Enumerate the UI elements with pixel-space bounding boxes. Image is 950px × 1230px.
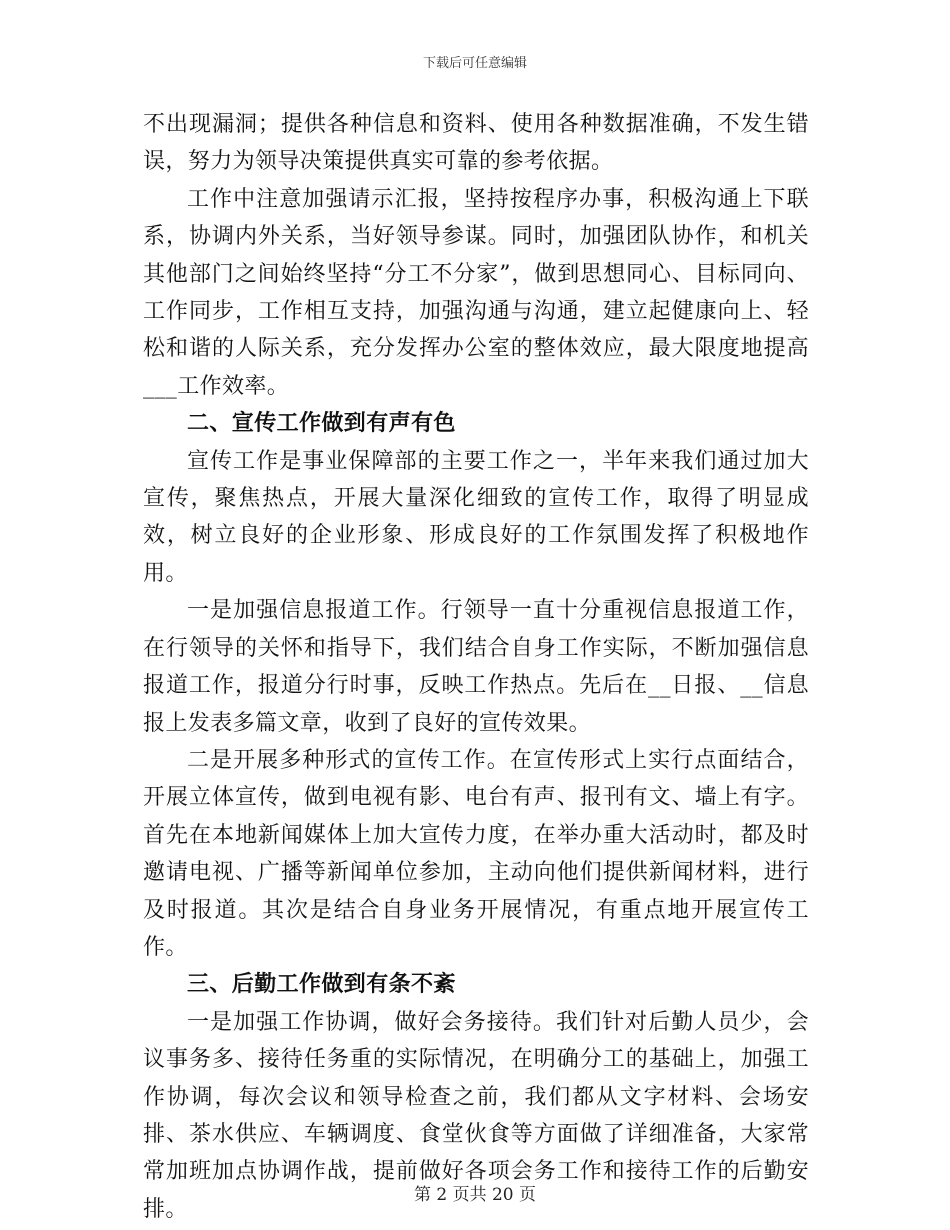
page-header: 下载后可任意编辑 [422,56,527,71]
paragraph-reporting: 工作中注意加强请示汇报，坚持按程序办事，积极沟通上下联系，协调内外关系，当好领导参谋。同时，加强团队协作，和机关其他部门之间始终坚持“分工不分家”，做到思想同心、目标同向、工作同步，工作相互支持，加强沟通与沟通，建立起健康向上、轻松和谐的人际关系，充分发挥办公室的整体效应，最大限度地提高___工作效率。 [143,186,809,399]
document-body [143,106,809,1228]
section-heading-publicity: 二、宣传工作做到有声有色 [187,411,456,437]
paragraph-logistics: 一是加强工作协调，做好会务接待。我们针对后勤人员少，会议事务多、接待任务重的实际情况，在明确分工的基础上，加强工作协调，每次会议和领导检查之前，我们都从文字材料、会场安排、茶水供应、车辆调度、食堂伙食等方面做了详细准备，大家常常加班加点协调作战，提前做好各项会务工作和接待工作的后勤安排。 [143,1009,809,1222]
paragraph-info-reporting: 一是加强信息报道工作。行领导一直十分重视信息报道工作，在行领导的关怀和指导下，我们结合自身工作实际，不断加强信息报道工作，报道分行时事，反映工作热点。先后在__日报、__信息报上发表多篇文章，收到了良好的宣传效果。 [143,598,809,736]
paragraph-continuation: 不出现漏洞；提供各种信息和资料、使用各种数据准确，不发生错误，努力为领导决策提供真实可靠的参考依据。 [143,112,809,175]
page-number-footer: 第 2 页共 20 页 [413,1185,537,1205]
section-heading-logistics: 三、后勤工作做到有条不紊 [187,972,456,998]
paragraph-publicity-intro: 宣传工作是事业保障部的主要工作之一，半年来我们通过加大宣传，聚焦热点，开展大量深化细致的宣传工作，取得了明显成效，树立良好的企业形象、形成良好的工作氛围发挥了积极地作用。 [143,448,809,586]
paragraph-publicity-forms: 二是开展多种形式的宣传工作。在宣传形式上实行点面结合，开展立体宣传，做到电视有影、电台有声、报刊有文、墙上有字。首先在本地新闻媒体上加大宣传力度，在举办重大活动时，都及时邀请电视、广播等新闻单位参加，主动向他们提供新闻材料，进行及时报道。其次是结合自身业务开展情况，有重点地开展宣传工作。 [143,747,809,960]
